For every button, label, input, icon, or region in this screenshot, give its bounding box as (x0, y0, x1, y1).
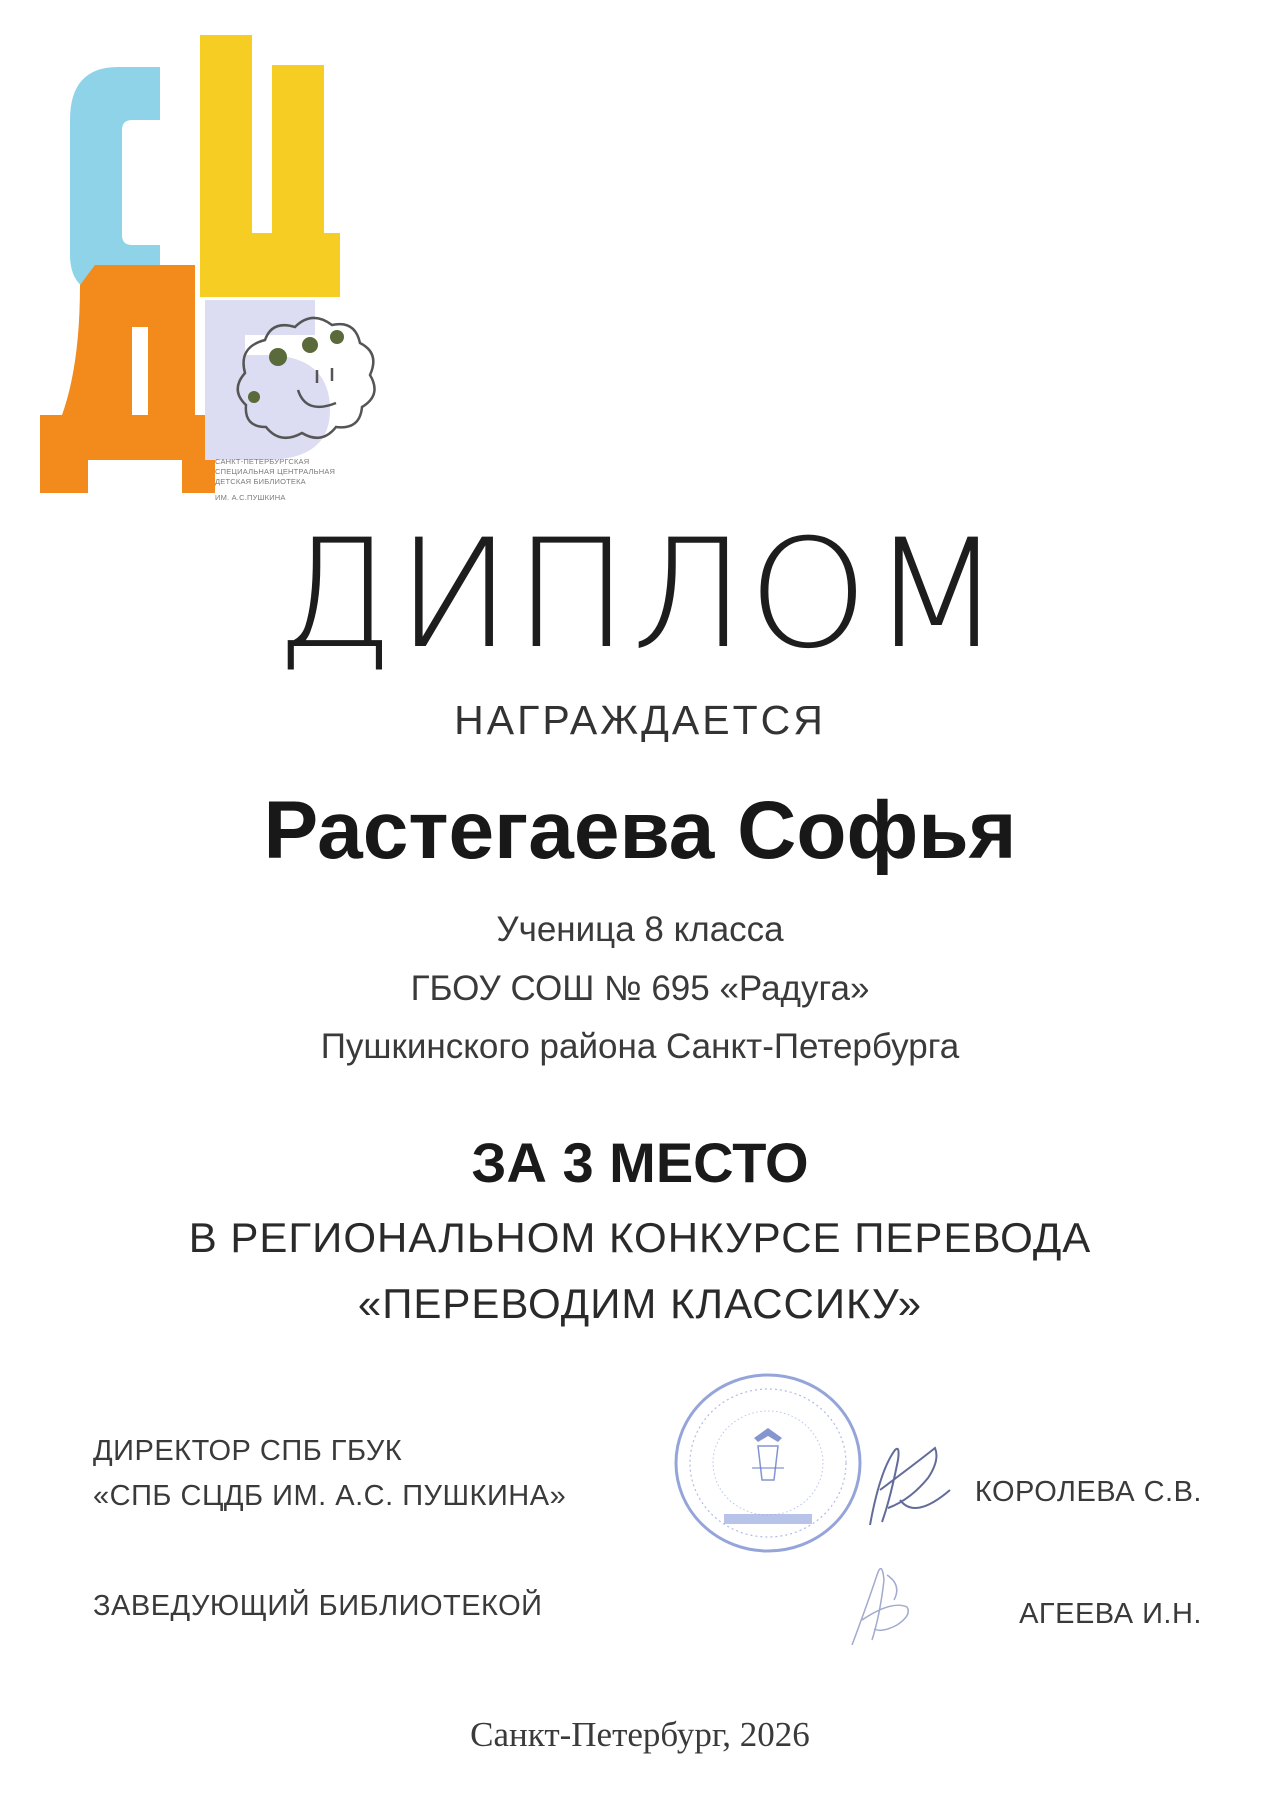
logo-caption-line: ИМ. А.С.ПУШКИНА (215, 493, 286, 502)
letter-ts-shape (200, 35, 340, 297)
cloud-eye-right (302, 337, 318, 353)
director-title-line2: «СПБ СЦДБ ИМ. А.С. ПУШКИНА» (93, 1480, 567, 1512)
head-signature (832, 1545, 932, 1655)
diploma-title: ДИПЛОМ (275, 508, 1005, 682)
head-title: ЗАВЕДУЮЩИЙ БИБЛИОТЕКОЙ (93, 1590, 543, 1622)
place-and-year: Санкт-Петербург, 2026 (470, 1715, 810, 1754)
recipient-name: Растегаева Софья (263, 785, 1017, 876)
cloud-dot (330, 330, 344, 344)
cloud-eye-left (269, 348, 287, 366)
cloud-dot-2 (248, 391, 260, 403)
recipient-district: Пушкинского района Санкт-Петербурга (320, 1027, 960, 1066)
director-name: КОРОЛЕВА С.В. (974, 1476, 1202, 1508)
awarded-label: НАГРАЖДАЕТСЯ (454, 697, 826, 743)
official-stamp (668, 1368, 868, 1558)
head-name: АГЕЕВА И.Н. (1019, 1598, 1202, 1630)
logo-caption-line: САНКТ-ПЕТЕРБУРГСКАЯ (215, 457, 310, 466)
recipient-school: ГБОУ СОШ № 695 «Радуга» (410, 969, 870, 1008)
letter-s-shape (70, 67, 160, 297)
logo-caption (215, 457, 385, 503)
library-logo (40, 35, 400, 525)
letter-d-shape (40, 265, 215, 493)
director-title-line1: ДИРЕКТОР СПБ ГБУК (93, 1435, 403, 1467)
award-place: ЗА 3 МЕСТО (471, 1131, 809, 1194)
recipient-grade: Ученица 8 класса (496, 910, 784, 949)
logo-caption-line: СПЕЦИАЛЬНАЯ ЦЕНТРАЛЬНАЯ (215, 467, 336, 476)
scdb-logo-graphic (40, 35, 400, 525)
director-signature (840, 1430, 960, 1540)
contest-line: В РЕГИОНАЛЬНОМ КОНКУРСЕ ПЕРЕВОДА (188, 1214, 1092, 1261)
logo-caption-line: ДЕТСКАЯ БИБЛИОТЕКА (215, 477, 306, 486)
contest-name: «ПЕРЕВОДИМ КЛАССИКУ» (357, 1280, 923, 1327)
